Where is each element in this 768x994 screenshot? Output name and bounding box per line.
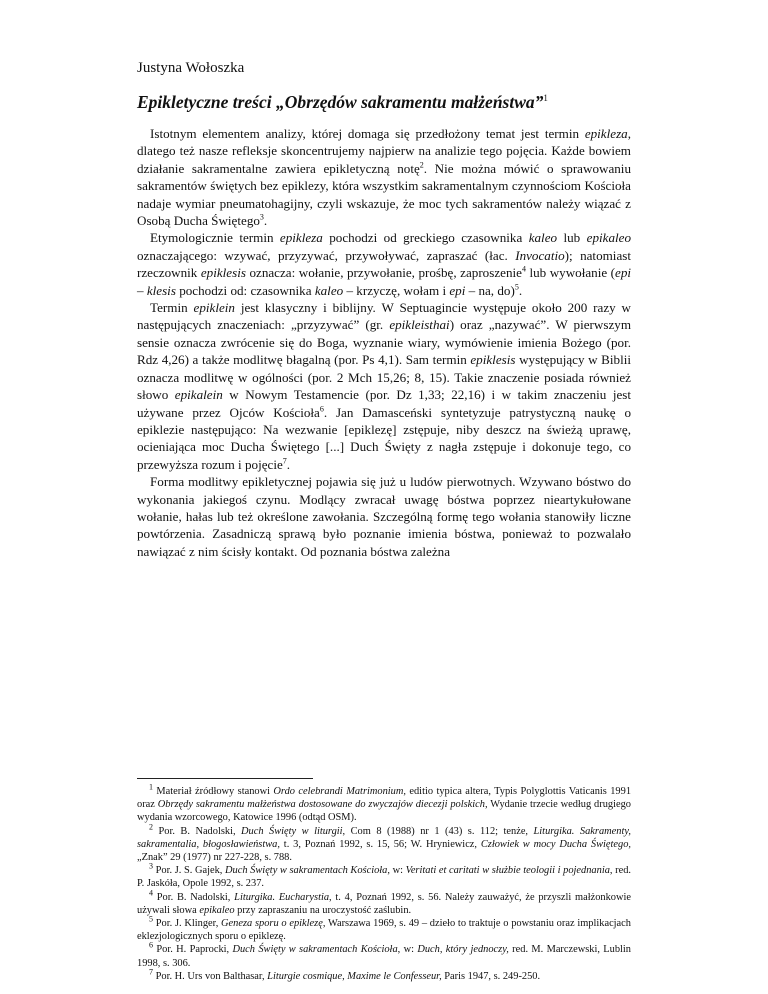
italic-text: epikleza: [279, 230, 323, 246]
article-title-text: Epikletyczne treści „Obrzędów sakramentu małżeństwa”: [137, 92, 544, 112]
text-run: jest klasyczny i biblijny. W Septuagincie występuje około 200 razy w następujących znaczeniach: „przyzywać” (gr.: [137, 300, 632, 333]
footnote-ref: 1: [149, 782, 153, 792]
text-run: Wydanie trzecie według drugiego wydania wzorcowego, Katowice 1996 (odtąd OSM).: [137, 799, 631, 824]
italic-text: Geneza sporu o epiklezę: [221, 918, 323, 930]
text-run: Paris 1947, s. 249-250.: [441, 970, 541, 982]
text-run: Etymologicznie termin: [150, 230, 280, 246]
footnote-ref: 5: [149, 914, 153, 924]
text-run: t. 3, Poznań 1992, s. 15, 56; W. Hryniewicz,: [279, 838, 481, 850]
footnote-6: [137, 940, 631, 969]
italic-text: epikaleo: [199, 904, 235, 916]
text-run: .: [263, 213, 268, 229]
text-run: Istotnym elementem analizy, której domaga się przedłożony temat jest termin: [150, 126, 585, 141]
italic-text: Człowiek w mocy Ducha Świętego,: [480, 838, 631, 850]
italic-text: epikleza: [584, 126, 628, 141]
article-title: [137, 92, 657, 113]
italic-text: epikalein: [174, 387, 223, 403]
body-paragraph-3: [137, 299, 631, 473]
italic-text: epiklein: [193, 300, 235, 316]
text-run: oznaczającego: wzywać, przyzywać, przywoływać, zapraszać (łac.: [137, 247, 516, 263]
italic-text: epikleisthai: [389, 317, 450, 333]
text-run: red. M. Marczewski, Lublin 1998, s. 306.: [137, 944, 631, 969]
italic-text: Ordo celebrandi Matrimonium,: [273, 786, 406, 797]
footnotes: [137, 782, 632, 983]
text-run: pochodzi od greckiego czasownika: [322, 230, 529, 246]
footnote-5: [137, 914, 631, 943]
body-paragraph-2: [137, 229, 631, 299]
footnote-ref: 4: [521, 264, 526, 274]
text-run: lub: [557, 230, 587, 246]
italic-text: epi: [449, 282, 466, 298]
text-run: występujący w Biblii oznacza modlitwę w ogólności (por. 2 Mch 15,26; 8, 15). Takie znaczenie posiada również słowo: [137, 352, 631, 403]
italic-text: Liturgie cosmique, Maxime le Confesseur,: [267, 970, 442, 982]
body-paragraph-4: [137, 473, 631, 560]
text-run: Materiał źródłowy stanowi: [153, 786, 274, 797]
body-text: [137, 125, 631, 560]
footnote-ref: 5: [514, 282, 519, 292]
text-run: lub wywołanie (: [525, 265, 616, 281]
footnote-ref: 2: [419, 160, 424, 170]
italic-text: kaleo: [314, 282, 344, 298]
footnote-4: [137, 888, 631, 917]
text-run: Por. J. S. Gajek,: [153, 865, 226, 877]
italic-text: epiklesis: [200, 265, 246, 281]
text-run: Por. J. Klinger,: [153, 918, 222, 930]
footnote-ref: 3: [149, 861, 153, 871]
footnote-ref: 6: [319, 404, 324, 414]
text-run: pochodzi od: czasownika: [175, 282, 315, 298]
running-header-author: Justyna Wołoszka: [137, 60, 245, 76]
footnote-ref: 3: [259, 212, 264, 222]
footnote-3: [137, 861, 631, 890]
italic-text: Duch, który jednoczy,: [417, 944, 509, 956]
text-run: przy zapraszaniu na uroczystość zaślubin.: [234, 904, 412, 916]
italic-text: Liturgika. Sakramenty, sakramentalia, błogosławieństwa,: [137, 825, 631, 850]
text-run: Por. H. Urs von Balthasar,: [153, 970, 268, 982]
italic-text: Liturgika. Eucharystia: [234, 891, 330, 903]
italic-text: epiklesis: [470, 352, 516, 368]
text-run: ) oraz „nazywać”. W pierwszym sensie oznacza zwrócenie się do Boga, wyznanie wiary, wymówienie imienia Bożego (por. Rdz 4,26) a także modlitwę błagalną (por. Ps 4,1). Sam termin: [137, 317, 631, 368]
text-run: Forma modlitwy epikletycznej pojawia się już u ludów pierwotnych. Wzywano bóstwo do wykonania jakiegoś czynu. Modlący zwracał uwagę bóstwa poprzez nieartykułowane wołanie, hałas lub też określone zawołania. Szczególną formę tego wołania stanowiły liczne powtórzenia. Zasadniczą sprawą było poznanie imienia bóstwa, ponieważ to pozwalało nawiązać z nim ścisły kontakt. Od poznania bóstwa zależna: [137, 474, 631, 559]
italic-text: epikaleo: [586, 230, 631, 246]
text-run: , w:: [387, 865, 406, 877]
text-run: , Com 8 (1988) nr 1 (43) s. 112; tenże,: [342, 825, 534, 837]
text-run: – na, do): [465, 282, 515, 298]
text-run: .: [518, 282, 523, 298]
text-run: oznacza: wołanie, przywołanie, prośbę, zaproszenie: [245, 265, 522, 281]
footnote-ref: 6: [149, 940, 153, 950]
text-run: „Znak” 29 (1977) nr 227-228, s. 788.: [137, 852, 292, 864]
title-footnote-ref: 1: [543, 93, 548, 104]
text-run: editio typica altera, Typis Polyglottis Vaticanis 1991 oraz: [137, 786, 632, 811]
italic-text: kaleo: [528, 230, 558, 246]
text-run: , w:: [397, 944, 418, 956]
italic-text: epi – klesis: [137, 265, 632, 298]
footnote-separator: [137, 778, 313, 779]
footnote-1: [137, 782, 632, 825]
body-paragraph-1: [137, 125, 631, 229]
text-run: ); natomiast rzeczownik: [137, 247, 631, 281]
italic-text: Veritati et caritati w służbie teologii i pojednania: [405, 865, 610, 877]
italic-text: Duch Święty w sakramentach Kościoła: [225, 865, 388, 877]
text-run: Por. H. Paprocki,: [153, 944, 233, 956]
text-run: w Nowym Testamencie (por. Dz 1,33; 22,16) i w takim znaczeniu jest używane przez Ojców Kościoła: [137, 387, 631, 420]
footnote-ref: 4: [149, 888, 153, 898]
footnote-7: [137, 967, 631, 983]
footnote-ref: 7: [282, 456, 287, 466]
italic-text: Duch Święty w liturgii: [241, 825, 343, 837]
text-run: , t. 4, Poznań 1992, s. 56. Należy zauważyć, że przyszli małżonkowie używali słowa: [137, 891, 631, 916]
text-run: .: [286, 456, 291, 472]
footnote-2: [137, 822, 631, 865]
text-run: Por. B. Nadolski,: [153, 825, 242, 837]
text-run: , Warszawa 1969, s. 49 – dzieło to traktuje o powstaniu oraz implikacjach eklezjologicznych sporu o epiklezę.: [137, 918, 631, 943]
text-run: . Jan Damasceński syntetyzuje patrystyczną naukę o epiklezie następująco: Na wezwanie [epiklezę] zstępuje, niby deszcz na świeżą uprawę, ocieniająca moc Ducha Świętego [...] Duch Święty z nagła zstępuje i dokonuje tego, co przewyższa rozum i pojęcie: [137, 404, 631, 472]
text-run: . Nie można mówić o sprawowaniu sakramentów świętych bez epiklezy, która wszystkim sakramentalnym czynnościom Kościoła nadaje wymiar pneumatohagijny, czyli wskazuje, że moc tych sakramentów należy wiązać z Osobą Ducha Świętego: [137, 160, 631, 229]
text-run: – krzyczę, wołam i: [343, 282, 450, 298]
italic-text: Duch Święty w sakramentach Kościoła: [232, 944, 398, 956]
text-run: , dlatego też nasze refleksje skoncentrujemy najpierw na analizie tego pojęcia. Każde bowiem działanie sakramentalne zawiera epikletyczną notę: [137, 126, 631, 176]
italic-text: Invocatio: [515, 247, 565, 263]
footnote-ref: 7: [149, 967, 153, 977]
italic-text: Obrzędy sakramentu małżeństwa dostosowane do zwyczajów diecezji polskich,: [157, 799, 488, 811]
text-run: Termin: [150, 300, 194, 316]
footnote-ref: 2: [149, 822, 153, 832]
text-run: , red. P. Jaskóła, Opole 1992, s. 237.: [137, 865, 631, 890]
text-run: Por. B. Nadolski,: [153, 891, 235, 903]
